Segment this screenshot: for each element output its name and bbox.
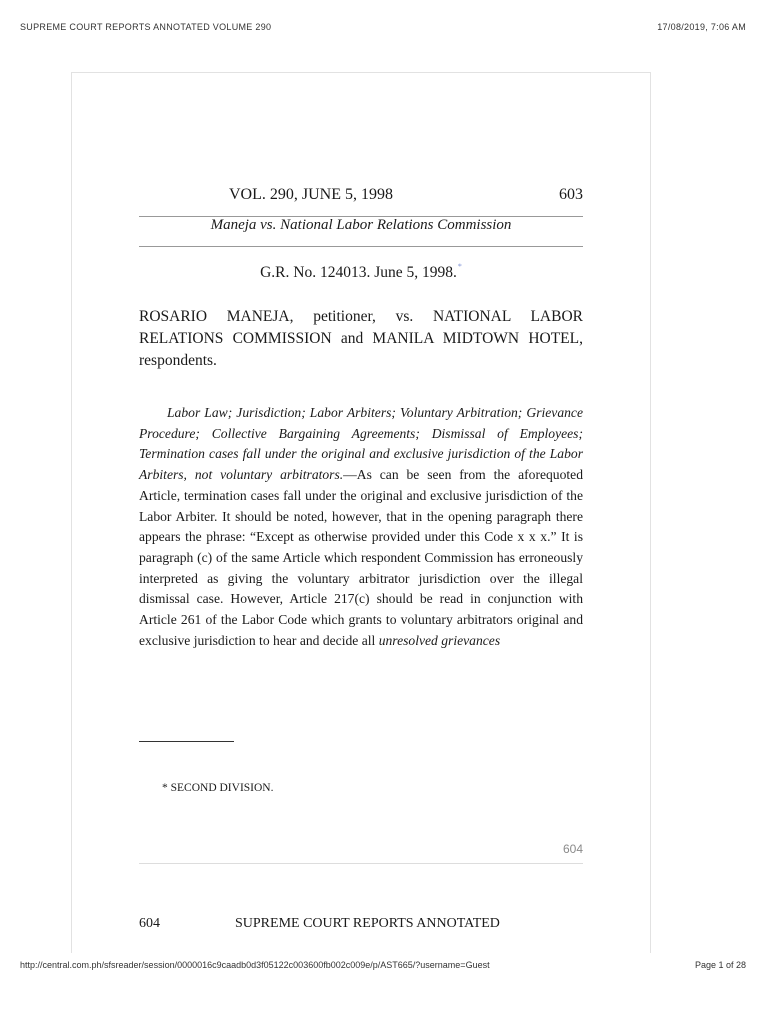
document-page [71,72,651,953]
syllabus-body: —As can be seen from the aforequoted Article, termination cases fall under the original and exclusive jurisdiction of the Labor Arbiter. It should be noted, however, that in the opening paragraph there appears the phrase: “Except as otherwise provided under this Code x x x.” It is paragraph (c) of the same Article which respondent Commission has erroneously interpreted as giving the voluntary arbitrator jurisdiction over the illegal dismissal case. However, Article 217(c) should be read in conjunction with Article 261 of the Labor Code which grants to voluntary arbitrators original and exclusive jurisdiction to hear and decide all [139,467,583,648]
print-footer [20,960,746,974]
print-header [20,22,746,36]
page-marker: 604 [562,842,583,856]
header-rule-bottom [139,246,583,247]
gr-number-line [139,262,583,282]
print-header-datetime: 17/08/2019, 7:06 AM [657,22,746,32]
running-head-page: 603 [559,186,583,203]
syllabus [139,403,583,651]
footnote-link[interactable]: * [457,262,462,271]
footnote-rule [139,741,234,742]
syllabus-keywords: Labor Law; Jurisdiction; Labor Arbiters; Voluntary Arbitration; Grievance Procedure; Collective Bargaining Agreements; Dismissal of Employees; Termination cases fall under the original and exclusive jurisdiction of the Labor Arbiters, not voluntary arbitrators. [139,405,583,483]
footnote: * SECOND DIVISION. [162,782,274,794]
print-footer-page: Page 1 of 28 [694,960,746,970]
running-head-volume: VOL. 290, JUNE 5, 1998 [229,186,393,203]
running-head [139,186,583,208]
parties: ROSARIO MANEJA, petitioner, vs. NATIONAL LABOR RELATIONS COMMISSION and MANILA MIDTOWN HOTEL, respondents. [139,308,583,369]
gr-number: G.R. No. 124013. June 5, 1998. [260,264,457,281]
next-page-head [139,916,583,936]
print-header-title: SUPREME COURT REPORTS ANNOTATED VOLUME 290 [20,22,272,32]
page-separator [139,863,583,864]
syllabus-tail: unresolved grievances [378,632,501,648]
case-title: Maneja vs. National Labor Relations Commission [210,217,512,233]
print-footer-url: http://central.com.ph/sfsreader/session/0000016c9caadb0d3f05122c003600fb002c009e/p/AST665/?username=Guest [20,960,490,970]
next-page-number: 604 [139,916,160,931]
next-page-title: SUPREME COURT REPORTS ANNOTATED [235,916,500,931]
